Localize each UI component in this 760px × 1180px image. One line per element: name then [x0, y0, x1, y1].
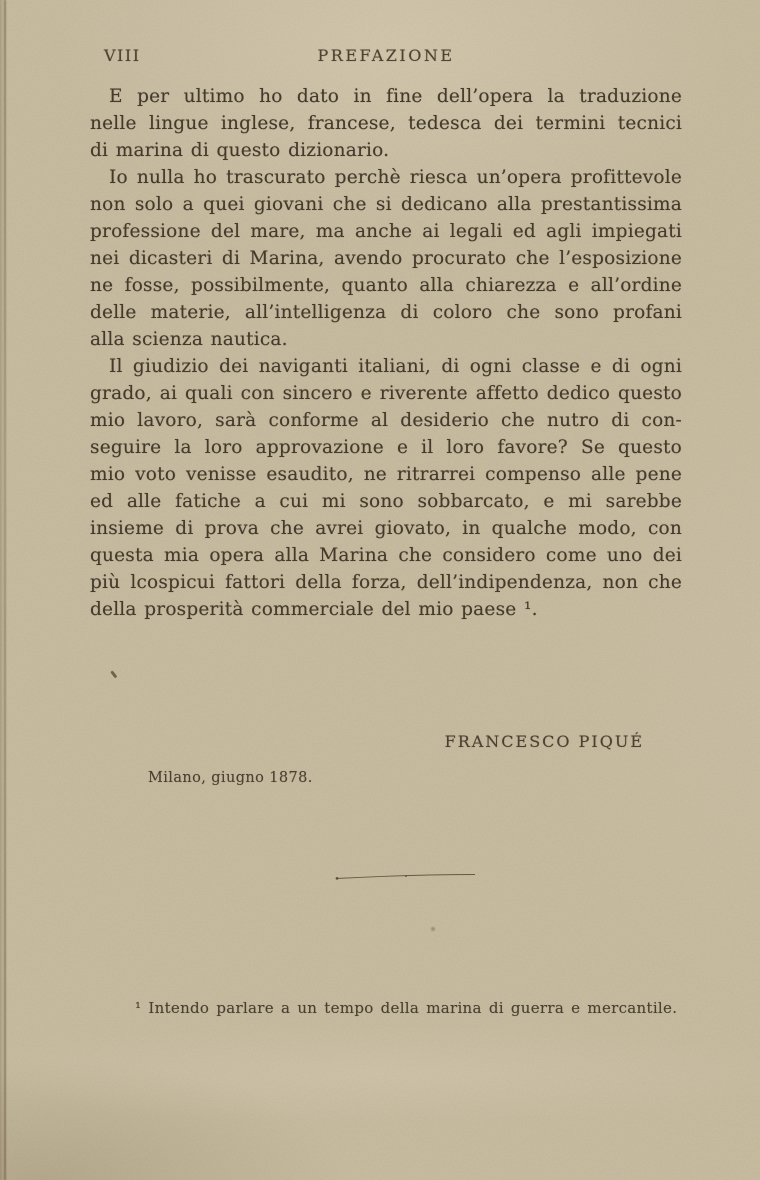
text-line: questa mia opera alla Marina che considero come uno dei — [90, 545, 682, 566]
text-line: Il giudizio dei naviganti italiani, di ogni classe e di ogni — [109, 356, 682, 377]
text-line: mio lavoro, sarà conforme al desiderio che nutro di con- — [90, 410, 682, 431]
paragraph — [90, 83, 682, 164]
running-title: PREFAZIONE — [317, 46, 455, 65]
text-line: professione del mare, ma anche ai legali ed agli impiegati — [90, 221, 682, 242]
page-fold-line — [4, 0, 6, 1180]
text-line: grado, ai quali con sincero e riverente affetto dedico questo — [90, 383, 682, 404]
text-line: insieme di prova che avrei giovato, in qualche modo, con — [90, 518, 682, 539]
page-number: VIII — [104, 46, 141, 65]
paragraph — [90, 353, 682, 623]
text-line: più lcospicui fattori della forza, dell’indipendenza, non che — [90, 572, 682, 593]
section-divider-rule — [334, 870, 478, 882]
paragraph — [90, 164, 682, 353]
text-line: mio voto venisse esaudito, ne ritrarrei compenso alle pene — [90, 464, 682, 485]
text-line: non solo a quei giovani che si dedicano alla prestantissima — [90, 194, 682, 215]
text-line: alla scienza nautica. — [90, 329, 288, 350]
text-line: di marina di questo dizionario. — [90, 140, 390, 161]
text-line: ed alle fatiche a cui mi sono sobbarcato, e mi sarebbe — [90, 491, 682, 512]
ink-speck — [431, 927, 435, 931]
page-header — [90, 46, 682, 66]
text-line: Io nulla ho trascurato perchè riesca un’opera profittevole — [109, 167, 682, 188]
author-signature: FRANCESCO PIQUÉ — [444, 732, 644, 751]
text-line: della prosperità commerciale del mio paese ¹. — [90, 599, 538, 620]
dateline: Milano, giugno 1878. — [148, 770, 313, 786]
text-line: delle materie, all’intelligenza di coloro che sono profani — [90, 302, 682, 323]
text-line: nei dicasteri di Marina, avendo procurato che l’esposizione — [90, 248, 682, 269]
ink-speck — [111, 670, 118, 678]
text-line: seguire la loro approvazione e il loro favore? Se questo — [90, 437, 682, 458]
text-line: ne fosse, possibilmente, quanto alla chiarezza e all’ordine — [90, 275, 682, 296]
text-line: nelle lingue inglese, francese, tedesca dei termini tecnici — [90, 113, 682, 134]
footnote: ¹ Intendo parlare a un tempo della marina di guerra e mercantile. — [135, 999, 678, 1017]
body-text — [90, 83, 682, 623]
text-line: E per ultimo ho dato in fine dell’opera la traduzione — [109, 86, 682, 107]
